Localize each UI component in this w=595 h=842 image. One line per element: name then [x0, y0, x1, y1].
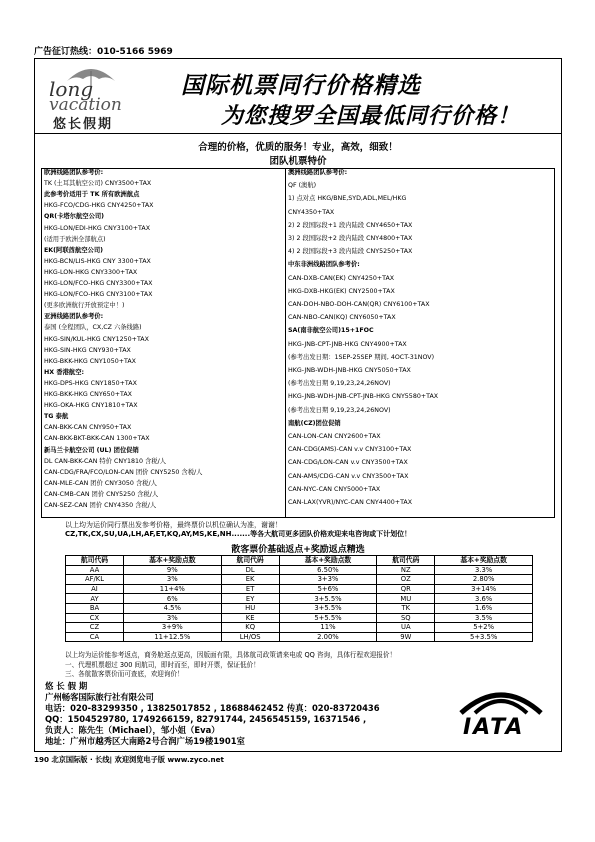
rebate-header-cell: 基本+奖励点数 [123, 556, 221, 566]
right-fare-line: CAN-CDG(AMS)-CAN v.v CNY3100+TAX [288, 446, 412, 454]
rebate-cell: 4.5% [123, 603, 221, 613]
left-fare-line: 欧洲线路团队参考价: [44, 169, 104, 176]
left-fare-line: DL CAN-BKK-CAN 特价 CNY1810 含税/人 [44, 457, 167, 465]
rebate-cell: HU [221, 603, 279, 613]
rebate-cell: KQ [221, 623, 279, 633]
rebate-title: 散客票价基础返点+奖励返点精选 [231, 545, 365, 555]
right-fare-line: CAN-DXB-CAN(EK) CNY4250+TAX [288, 274, 395, 282]
rebate-header-cell: 航司代码 [221, 556, 279, 566]
right-fare-line: 澳洲线路团队参考价: [288, 169, 348, 176]
left-fare-line: CAN-MLE-CAN 团价 CNY3050 含税/人 [44, 479, 157, 487]
right-fare-line: (参考出发日期：1SEP-25SEP 期间, 4OCT-31NOV) [288, 353, 435, 361]
left-fare-line: EK(阿联酋航空公司) [44, 246, 104, 254]
rebate-row [66, 565, 533, 575]
right-fare-line: CAN-DOH-NBO-DOH-CAN(QR) CNY6100+TAX [288, 301, 430, 308]
right-fare-line: 2) 2 段国际段+1 段内陆段 CNY4650+TAX [288, 221, 413, 229]
rebate-cell: 2.80% [435, 575, 533, 585]
fare-note-1: 以上均为运价同行票出发参考价格，最终票价以机位确认为准，谢谢！ [65, 521, 282, 529]
fares-divider [285, 168, 286, 518]
right-fare-line: CAN-NBO-CAN(KQ) CNY6050+TAX [288, 314, 396, 322]
brand-en-long: long [49, 77, 94, 101]
rebate-cell: AA [66, 565, 124, 575]
rebate-cell: 1.6% [435, 603, 533, 613]
right-fare-line: SA(南非航空公司)15+1FOC [288, 327, 374, 335]
advertisement-frame [34, 58, 562, 752]
left-fare-line: HKG-LON-HKG CNY3300+TAX [44, 268, 138, 276]
fare-notes [65, 521, 411, 539]
rebate-cell: CA [66, 632, 124, 642]
right-fare-line: CAN-AMS/CDG-CAN v.v CNY3500+TAX [288, 472, 409, 480]
right-fare-line: CAN-CDG/LON-CAN v.v CNY3500+TAX [288, 459, 408, 467]
left-fare-line: HKG-LON/EDI-HKG CNY3100+TAX [44, 224, 151, 232]
left-fare-line: CAN-BKK-CAN CNY950+TAX [44, 424, 132, 432]
right-fare-line: CAN-NYC-CAN CNY5000+TAX [288, 485, 381, 493]
rebate-header-row [66, 556, 533, 566]
rebate-cell: 9% [123, 565, 221, 575]
rebate-cell: 5+6% [279, 584, 377, 594]
rebate-cell: 3% [123, 575, 221, 585]
brand-en-vacation: vacation [49, 95, 122, 115]
rebate-cell: 3% [123, 613, 221, 623]
rebate-header-cell: 航司代码 [377, 556, 435, 566]
left-fare-line: QR(卡塔尔航空公司) [44, 213, 105, 221]
rebate-cell: NZ [377, 565, 435, 575]
rebate-row [66, 613, 533, 623]
rebate-row [66, 594, 533, 604]
left-fare-line: HKG-OKA-HKG CNY1810+TAX [44, 402, 138, 410]
right-fare-line: 4) 2 段国际段+3 段内陆段 CNY5250+TAX [288, 248, 413, 256]
rebate-cell: 5+2% [435, 623, 533, 633]
rebate-cell: 3.6% [435, 594, 533, 604]
left-fare-line: (更多欧洲航行开放预定中！) [44, 302, 125, 310]
rebate-cell: 3+3% [279, 575, 377, 585]
left-fare-line: HKG-LON/FCO-HKG CNY3300+TAX [44, 280, 153, 287]
footnote-line: 三、各航散客票价而可查底，欢迎询价！ [65, 670, 184, 678]
rebate-cell: DL [221, 565, 279, 575]
left-fare-line: (适用于欧洲全部航点) [44, 235, 106, 243]
left-fare-line: CAN-SEZ-CAN 团价 CNY4350 含税/人 [44, 502, 157, 509]
page-footer: 190 北京国际版 · 长线| 欢迎浏览电子版 www.zyco.net [34, 755, 224, 764]
rebate-cell: UA [377, 623, 435, 633]
iata-globe-icon [453, 685, 549, 715]
company-contact: 负责人：陈先生（Michael），邹小姐（Eva） [45, 725, 220, 735]
left-fare-line: HKG-FCO/CDG-HKG CNY4250+TAX [44, 202, 154, 210]
rebate-cell: 3+5.5% [279, 594, 377, 604]
rebate-cell: 11+12.5% [123, 632, 221, 642]
rebate-cell: SQ [377, 613, 435, 623]
left-fare-line: HX 香港航空: [44, 368, 85, 376]
rebate-cell: EK [221, 575, 279, 585]
ad-hotline: 广告征订热线：010-5166 5969 [34, 47, 173, 57]
footnote-line: 一、代理机票超过 300 间航司，即时而至，即时开票，保证低价！ [65, 660, 260, 669]
iata-logo [453, 685, 549, 740]
rebate-cell: TK [377, 603, 435, 613]
company-qq: QQ：1504529780, 1749266159, 82791744, 2456545159, 16371546 , [45, 714, 367, 724]
left-fare-line: HKG-SIN-HKG CNY930+TAX [44, 346, 131, 354]
left-fare-line: HKG-DPS-HKG CNY1850+TAX [44, 379, 137, 387]
rebate-table [65, 555, 533, 642]
rebate-cell: OZ [377, 575, 435, 585]
left-fare-line: 亚洲线路团队参考价: [44, 313, 104, 321]
group-fares-title: 团队机票特价 [269, 156, 327, 167]
rebate-cell: 3.5% [435, 613, 533, 623]
right-fare-line: HKG-DXB-HKG(EK) CNY2500+TAX [288, 287, 395, 295]
company-info [45, 681, 380, 747]
left-fare-line: CAN-CDG/FRA/FCO/LON-CAN 团价 CNY5250 含税/人 [44, 468, 203, 476]
rebate-body [66, 565, 533, 642]
right-fare-line: CAN-LAX(YVR)/NYC-CAN CNY4400+TAX [288, 499, 413, 506]
right-fare-line: HKG-JNB-WDH-JNB-CPT-JNB-HKG CNY5580+TAX [288, 393, 439, 401]
right-fare-line: CAN-LON-CAN CNY2600+TAX [288, 433, 381, 440]
rebate-cell: CZ [66, 623, 124, 633]
rebate-cell: EY [221, 594, 279, 604]
headline-secondary: 为您搜罗全国最低同行价格！ [221, 104, 521, 129]
rebate-row [66, 603, 533, 613]
rebate-cell: ET [221, 584, 279, 594]
company-phone: 电话：020-83299350 , 13825017852 , 18688462452 传真：020-83720436 [45, 703, 380, 713]
left-fare-line: HKG-BKK-HKG CNY650+TAX [44, 391, 132, 398]
company-brand: 悠 长 假 期 [45, 681, 88, 691]
left-fare-line: HKG-SIN/KUL-HKG CNY1250+TAX [44, 335, 149, 343]
rebate-cell: MU [377, 594, 435, 604]
left-fare-line: CAN-BKK-BKT-BKK-CAN 1300+TAX [44, 435, 150, 443]
left-fare-line: TK (土耳其航空公司) CNY3500+TAX [44, 180, 152, 188]
right-fare-line: 南航(CZ)团位促销 [288, 419, 341, 427]
rebate-cell: AI [66, 584, 124, 594]
rebate-cell: 3.3% [435, 565, 533, 575]
rebate-cell: BA [66, 603, 124, 613]
left-fare-line: 泰国 (全程团队，CX,CZ 六条线路) [44, 324, 142, 332]
rebate-row [66, 584, 533, 594]
rebate-header-cell: 基本+奖励点数 [435, 556, 533, 566]
rebate-cell: 9W [377, 632, 435, 642]
slogan: 合理的价格，优质的服务！专业，高效，细致！ [198, 142, 398, 153]
right-fare-line: 3) 2 段国际段+2 段内陆段 CNY4800+TAX [288, 235, 413, 242]
right-fare-line: HKG-JNB-CPT-JNB-HKG CNY4900+TAX [288, 340, 407, 348]
rebate-cell: QR [377, 584, 435, 594]
fare-note-2: CZ,TK,CX,SU,UA,LH,AF,ET,KQ,AY,MS,KE,NH.......等各大航司更多团队价格欢迎来电咨询或下计划位！ [65, 530, 412, 538]
rebate-cell: 3+5.5% [279, 603, 377, 613]
rebate-cell: 2.00% [279, 632, 377, 642]
rebate-cell: 11+4% [123, 584, 221, 594]
rebate-cell: 5+5.5% [279, 613, 377, 623]
right-fare-line: QF (澳航) [288, 182, 317, 190]
rebate-row [66, 632, 533, 642]
rebate-cell: 6.50% [279, 565, 377, 575]
rebate-cell: 3+9% [123, 623, 221, 633]
left-fare-line: HKG-BKK-HKG CNY1050+TAX [44, 357, 136, 365]
header [35, 59, 561, 134]
company-address: 地址：广州市越秀区大南路2号合润广场19楼1901室 [45, 736, 245, 746]
rebate-cell: 11% [279, 623, 377, 633]
rebate-cell: KE [221, 613, 279, 623]
right-fare-line: 中东非洲线路团队参考价: [288, 261, 360, 269]
brand-logo [41, 63, 159, 132]
right-fare-line: (参考出发日期 9,19,23,24,26NOV) [288, 380, 391, 388]
iata-wordmark: IATA [463, 715, 525, 740]
right-fare-line: (参考出发日期 9,19,23,24,26NOV) [288, 406, 391, 414]
right-fare-line: HKG-JNB-WDH-JNB-HKG CNY5050+TAX [288, 367, 411, 374]
headline-primary: 国际机票同行价格精选 [181, 73, 421, 99]
rebate-cell: CX [66, 613, 124, 623]
left-fare-line: CAN-CMB-CAN 团价 CNY5250 含税/人 [44, 490, 159, 498]
rebate-header-cell: 基本+奖励点数 [279, 556, 377, 566]
rebate-cell: 3+14% [435, 584, 533, 594]
brand-cn: 悠长假期 [53, 117, 114, 132]
rebate-cell: LH/OS [221, 632, 279, 642]
rebate-row [66, 623, 533, 633]
footnotes [65, 651, 396, 680]
right-fare-line: 1) 点对点 HKG/BNE,SYD,ADL,MEL/HKG [288, 195, 407, 203]
left-fare-line: 此参考价适用于 TK 所有欧洲航点 [44, 191, 140, 199]
footnote-line: 以上均为运价能参考返点，商务舱返点更高，因版面有限，具体航司政策请来电或 QQ 咨询，具体行程欢迎报价！ [65, 651, 397, 659]
left-fare-line: HKG-LON/FCO-HKG CNY3100+TAX [44, 291, 153, 299]
rebate-cell: AF/KL [66, 575, 124, 585]
company-fullname: 广州畅客国际旅行社有限公司 [45, 692, 154, 702]
left-fare-line: 新马兰卡航空公司 (UL) 团位促销 [44, 446, 139, 454]
left-fare-line: HKG-BCN/LIS-HKG CNY 3300+TAX [44, 257, 151, 265]
rebate-cell: AY [66, 594, 124, 604]
rebate-cell: 6% [123, 594, 221, 604]
rebate-cell: 5+3.5% [435, 632, 533, 642]
rebate-header-cell: 航司代码 [66, 556, 124, 566]
left-fare-line: TG 泰航 [44, 413, 69, 421]
right-fare-line: CNY4350+TAX [288, 208, 335, 216]
rebate-row [66, 575, 533, 585]
